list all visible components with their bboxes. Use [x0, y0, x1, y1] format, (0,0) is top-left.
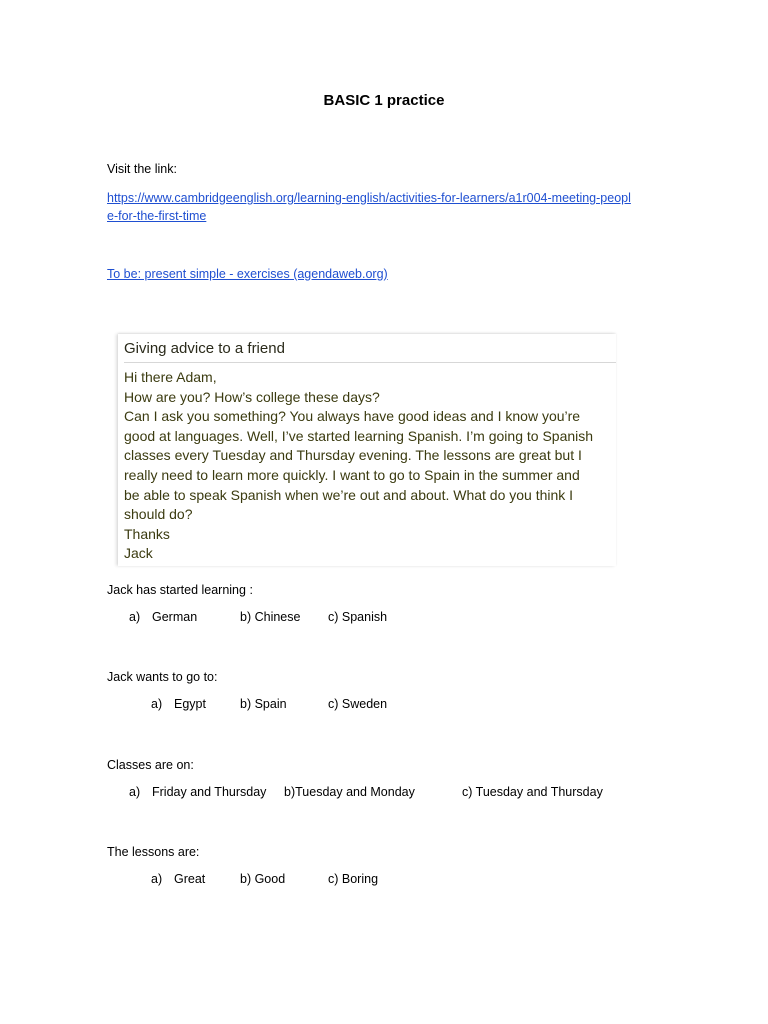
letter-title: Giving advice to a friend	[124, 340, 285, 357]
letter-line: should do?	[124, 506, 193, 523]
question-3-option-c: c) Tuesday and Thursday	[462, 785, 603, 799]
letter-divider	[124, 362, 616, 363]
letter-line: really need to learn more quickly. I want to go to Spain in the summer and	[124, 466, 580, 483]
question-4-option-c: c) Boring	[328, 872, 379, 886]
letter-image	[118, 334, 616, 566]
page-title: BASIC 1 practice	[323, 92, 445, 109]
question-4-option-a: Great	[174, 872, 206, 886]
letter-line: Thanks	[124, 525, 170, 542]
letter-line: good at languages. Well, I’ve started learning Spanish. I’m going to Spanish	[124, 427, 594, 444]
question-1-option-c: c) Spanish	[328, 610, 388, 624]
question-2-option-c: c) Sweden	[328, 697, 388, 711]
question-3-option-b: b)Tuesday and Monday	[284, 785, 415, 799]
question-4-option-b: b) Good	[240, 872, 286, 886]
letter-line: Can I ask you something? You always have good ideas and I know you’re	[124, 408, 581, 425]
question-1-option-b: b) Chinese	[240, 610, 301, 624]
letter-line: Jack	[124, 545, 153, 562]
question-2-option-b: b) Spain	[240, 697, 287, 711]
question-4-text: The lessons are:	[107, 845, 200, 859]
question-1-option-a: German	[152, 610, 198, 624]
question-3-option-a: Friday and Thursday	[152, 785, 267, 799]
letter-line: classes every Tuesday and Thursday evening. The lessons are great but I	[124, 447, 582, 464]
letter-body	[124, 368, 593, 564]
letter-line: How are you? How’s college these days?	[124, 388, 380, 405]
question-4-option-a-marker: a)	[151, 872, 163, 886]
letter-line: Hi there Adam,	[124, 369, 217, 385]
letter-line: be able to speak Spanish when we’re out and about. What do you think I	[124, 486, 574, 503]
agendaweb-link[interactable]: To be: present simple - exercises (agendaweb.org)	[107, 267, 388, 281]
question-1-text: Jack has started learning :	[107, 583, 253, 597]
question-2-text: Jack wants to go to:	[107, 670, 218, 684]
question-1-option-a-marker: a)	[129, 610, 141, 624]
question-3-option-a-marker: a)	[129, 785, 141, 799]
question-2-option-a-marker: a)	[151, 697, 163, 711]
cambridge-link[interactable]: https://www.cambridgeenglish.org/learning-english/activities-for-learners/a1r004-meeting-people-for-the-first-time	[107, 191, 631, 223]
question-2-option-a: Egypt	[174, 697, 206, 711]
question-3-text: Classes are on:	[107, 758, 194, 772]
visit-link-label: Visit the link:	[107, 162, 177, 176]
